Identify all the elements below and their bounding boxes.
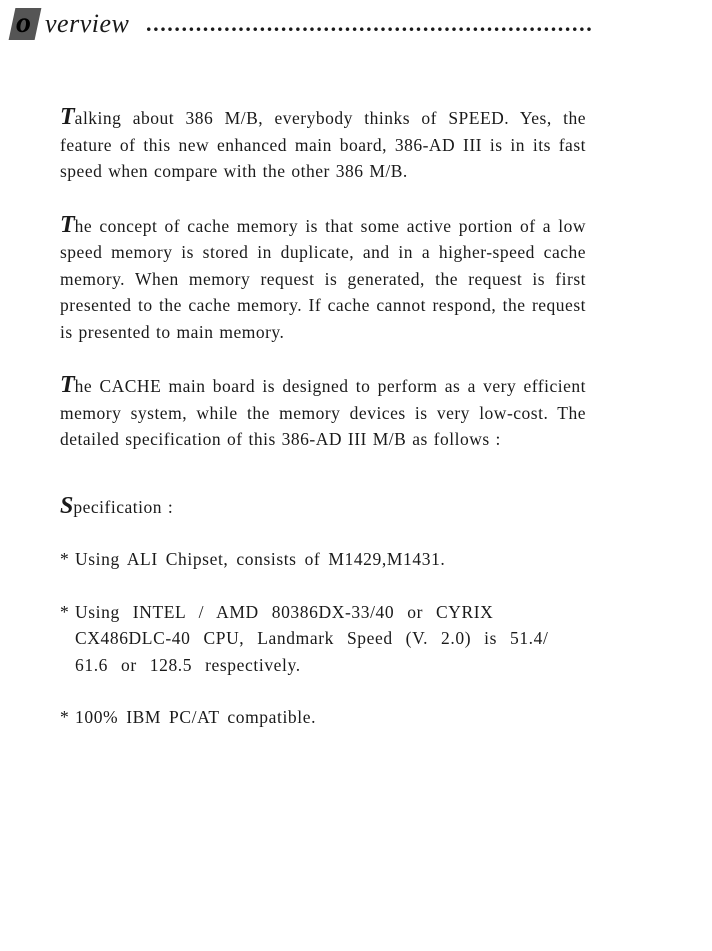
- spec-item: [60, 546, 586, 573]
- section-header: [12, 4, 632, 44]
- spec-item: [60, 599, 586, 679]
- drop-cap: T: [60, 211, 75, 238]
- bullet-marker: *: [60, 549, 70, 569]
- intro-paragraph: [60, 104, 586, 185]
- paragraph-text: he CACHE main board is designed to perform as a very efficient memory system, while the memory devices is very low-cost. The detailed specification of this 386-AD III M/B as follows :: [60, 376, 586, 449]
- spec-item-text: 100% IBM PC/AT compatible.: [75, 707, 317, 727]
- specification-heading-text: pecification :: [73, 496, 174, 517]
- header-dot-leader: ...............................................................: [146, 11, 594, 36]
- drop-cap: T: [60, 104, 75, 130]
- drop-cap: S: [60, 492, 74, 519]
- paragraph-text: he concept of cache memory is that some active portion of a low speed memory is stored in duplicate, and in a higher-speed cache memory. When memory request is generated, the request is first presented to the cache memory. If cache cannot respond, the request is presented to main memory.: [60, 215, 586, 342]
- bullet-marker: *: [60, 601, 70, 622]
- document-body: [60, 104, 586, 757]
- spec-item-text: Using ALI Chipset, consists of M1429,M1431.: [75, 549, 446, 569]
- drop-cap: T: [60, 372, 75, 398]
- header-title: verview: [45, 9, 130, 38]
- cache-board-paragraph: [60, 372, 586, 453]
- spec-item: [60, 704, 586, 731]
- bullet-marker: *: [60, 707, 70, 727]
- cache-concept-paragraph: [60, 212, 586, 346]
- paragraph-text: alking about 386 M/B, everybody thinks of SPEED. Yes, the feature of this new enhanced main board, 386-AD III is in its fast speed when compare with the other 386 M/B.: [60, 108, 586, 181]
- spec-item-text: Using INTEL / AMD 80386DX-33/40 or CYRIX CX486DLC-40 CPU, Landmark Speed (V. 2.0) is 51.4/ 61.6 or 128.5 respectively.: [75, 601, 549, 675]
- specification-heading: [60, 493, 586, 521]
- header-initial: o: [16, 6, 31, 39]
